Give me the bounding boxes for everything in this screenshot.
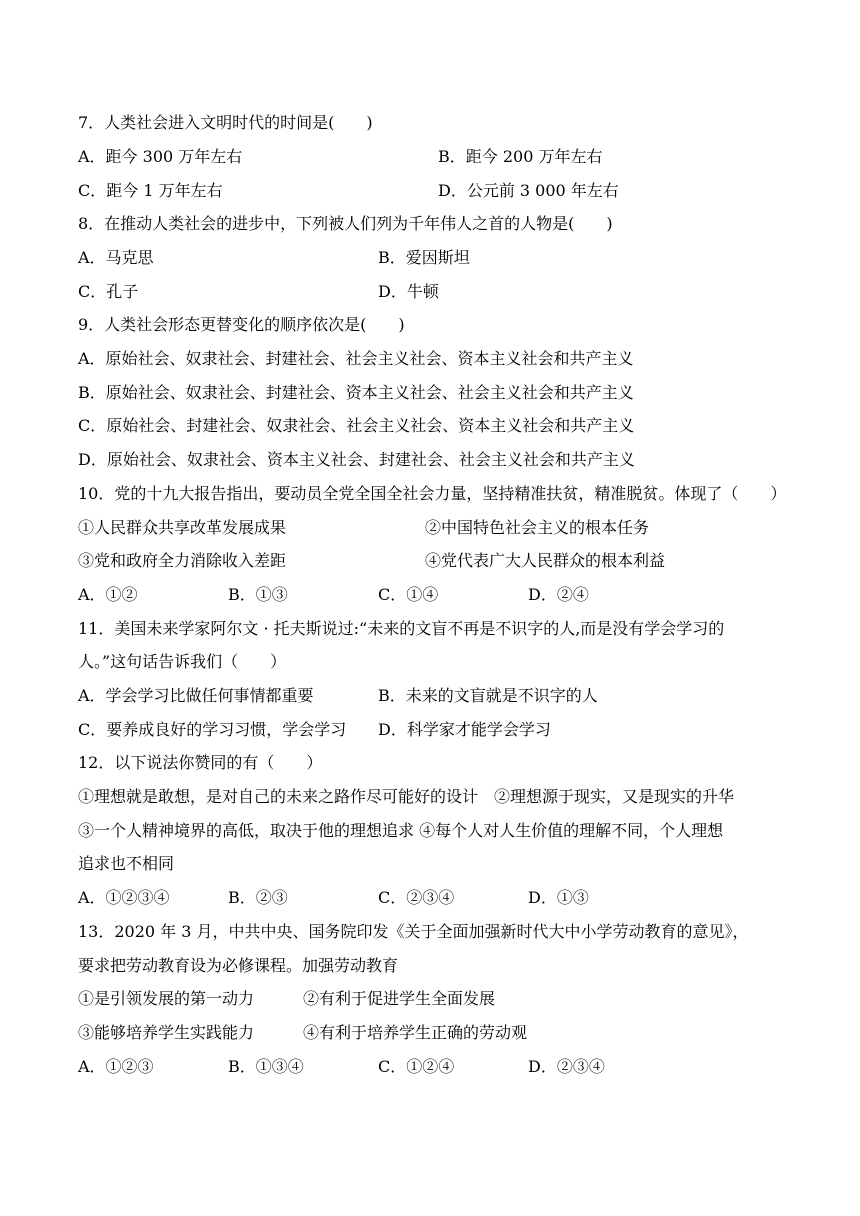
- question-13-option-c: C．①②④: [378, 1057, 455, 1076]
- question-10-statement-4: ④党代表广大人民群众的根本利益: [425, 551, 666, 570]
- question-9-option-b: B．原始社会、奴隶社会、封建社会、资本主义社会、社会主义社会和共产主义: [78, 383, 634, 402]
- question-13-statement-2: ②有利于促进学生全面发展: [303, 989, 496, 1008]
- question-13-statement-3: ③能够培养学生实践能力: [78, 1023, 255, 1042]
- question-7-option-b: B．距今 200 万年左右: [438, 147, 603, 166]
- question-10-statement-2: ②中国特色社会主义的根本任务: [425, 518, 650, 537]
- question-9-stem: 9．人类社会形态更替变化的顺序依次是( ): [78, 315, 405, 334]
- question-13-statement-1: ①是引领发展的第一动力: [78, 989, 255, 1008]
- question-7-stem: 7．人类社会进入文明时代的时间是( ): [78, 113, 373, 132]
- question-12-line-2: ③一个人精神境界的高低，取决于他的理想追求 ④每个人对人生价值的理解不同，个人理想: [78, 821, 724, 840]
- question-12-stem: 12．以下说法你赞同的有（ ）: [78, 753, 323, 772]
- question-13-option-a: A．①②③: [78, 1057, 154, 1076]
- question-10-option-b: B．①③: [228, 585, 288, 604]
- question-13-option-b: B．①③④: [228, 1057, 304, 1076]
- question-7-option-c: C．距今 1 万年左右: [78, 181, 223, 200]
- question-12-option-a: A．①②③④: [78, 888, 170, 907]
- question-10-statement-1: ①人民群众共享改革发展成果: [78, 518, 287, 537]
- question-10-option-d: D．②④: [528, 585, 589, 604]
- question-13-statement-4: ④有利于培养学生正确的劳动观: [303, 1023, 528, 1042]
- question-10-stem: 10．党的十九大报告指出，要动员全党全国全社会力量，坚持精准扶贫，精准脱贫。体现了（ ）: [78, 484, 787, 503]
- question-11-option-a: A．学会学习比做任何事情都重要: [78, 686, 314, 705]
- question-9-option-d: D．原始社会、奴隶社会、资本主义社会、封建社会、社会主义社会和共产主义: [78, 450, 635, 469]
- question-12-line-3: 追求也不相同: [78, 854, 175, 873]
- question-8-stem: 8．在推动人类社会的进步中，下列被人们列为千年伟人之首的人物是( ): [78, 214, 613, 233]
- question-8-option-b: B．爱因斯坦: [378, 248, 470, 267]
- question-11-option-d: D．科学家才能学会学习: [378, 720, 551, 739]
- question-13-stem-line-1: 13．2020 年 3 月，中共中央、国务院印发《关于全面加强新时代大中小学劳动教育的意见》，: [78, 922, 749, 941]
- question-13-stem-line-2: 要求把劳动教育设为必修课程。加强劳动教育: [78, 956, 399, 975]
- question-12-option-c: C．②③④: [378, 888, 455, 907]
- question-11-stem-line-1: 11．美国未来学家阿尔文 · 托夫斯说过:“未来的文盲不再是不识字的人,而是没有学会学习的: [78, 619, 725, 638]
- question-11-option-b: B．未来的文盲就是不识字的人: [378, 686, 598, 705]
- question-12-option-d: D．①③: [528, 888, 589, 907]
- question-9-option-a: A．原始社会、奴隶社会、封建社会、社会主义社会、资本主义社会和共产主义: [78, 349, 634, 368]
- question-7-option-a: A．距今 300 万年左右: [78, 147, 243, 166]
- question-9-option-c: C．原始社会、封建社会、奴隶社会、社会主义社会、资本主义社会和共产主义: [78, 416, 635, 435]
- question-13-option-d: D．②③④: [528, 1057, 605, 1076]
- question-7-option-d: D．公元前 3 000 年左右: [438, 181, 619, 200]
- question-10-option-a: A．①②: [78, 585, 138, 604]
- question-8-option-a: A．马克思: [78, 248, 154, 267]
- question-11-stem-line-2: 人。”这句话告诉我们（ ）: [78, 652, 287, 671]
- question-8-option-d: D．牛顿: [378, 282, 439, 301]
- question-12-line-1: ①理想就是敢想，是对自己的未来之路作尽可能好的设计 ②理想源于现实，又是现实的升华: [78, 787, 735, 806]
- question-8-option-c: C．孔子: [78, 282, 139, 301]
- question-12-option-b: B．②③: [228, 888, 288, 907]
- question-11-option-c: C．要养成良好的学习习惯，学会学习: [78, 720, 347, 739]
- question-10-option-c: C．①④: [378, 585, 439, 604]
- question-10-statement-3: ③党和政府全力消除收入差距: [78, 551, 287, 570]
